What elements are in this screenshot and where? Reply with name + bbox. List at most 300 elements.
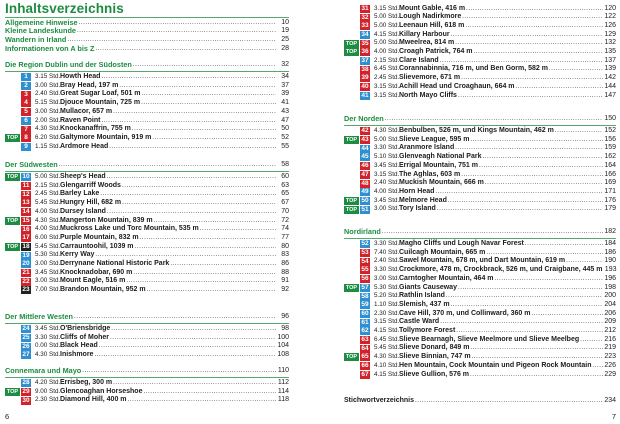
top-badge-slot — [344, 145, 359, 153]
toc-entry[interactable] — [344, 162, 616, 171]
tour-title: Magho Cliffs und Lough Navar Forest — [399, 240, 524, 247]
leader-dots — [143, 388, 276, 397]
toc-entry[interactable] — [5, 388, 289, 397]
top-badge-slot — [344, 136, 359, 144]
tour-title: Slieve Bearnagh, Slieve Meelmore und Slieve Meelbeg — [399, 335, 580, 343]
tour-page: 104 — [277, 342, 289, 350]
intro-title: Kleine Landeskunde — [5, 26, 76, 36]
tour-duration: 4.15 Std. — [374, 30, 400, 38]
top-badge-slot — [344, 40, 359, 48]
tour-duration: 2.30 Std. — [35, 396, 61, 404]
section-rule — [344, 238, 616, 239]
tour-number-badge: 3 — [21, 91, 31, 99]
leader-dots — [462, 13, 603, 22]
tour-page: 47 — [281, 116, 289, 124]
tour-number-badge: 25 — [22, 334, 30, 342]
intro-rule — [5, 17, 289, 18]
top-badge-slot — [344, 188, 359, 196]
tour-duration: 6.45 Std. — [374, 65, 400, 73]
tour-duration: 4.30 Std. — [374, 353, 400, 361]
tour-duration: 4.30 Std. — [35, 216, 61, 224]
tour-number-badge: 56 — [361, 275, 369, 283]
toc-entry[interactable] — [5, 269, 289, 278]
leader-dots — [458, 92, 603, 101]
tour-duration: 3.45 Std. — [35, 325, 61, 332]
tour-page: 129 — [604, 30, 616, 38]
tour-page: 65 — [281, 190, 289, 198]
top-badge-slot — [344, 162, 359, 170]
top-badge-slot — [344, 66, 359, 74]
tour-duration: 1.15 Std. — [35, 142, 61, 150]
tour-page: 206 — [604, 309, 616, 317]
toc-entry[interactable] — [5, 342, 289, 351]
top-badge: TOP — [345, 206, 358, 213]
tour-page: 176 — [604, 196, 616, 204]
leader-dots — [99, 342, 276, 351]
tour-number-badge: 15 — [22, 216, 30, 224]
tour-page: 226 — [604, 361, 616, 369]
toc-entry[interactable] — [5, 396, 289, 405]
tour-page: 114 — [277, 387, 289, 395]
toc-entry[interactable] — [344, 197, 616, 206]
tour-title: Lough Nadirkmore — [399, 13, 462, 21]
top-badge-slot — [5, 269, 20, 277]
tour-page: 190 — [604, 257, 616, 265]
tour-number-badge: 19 — [22, 251, 30, 259]
top-badge-slot — [5, 73, 20, 81]
toc-entry[interactable] — [344, 292, 616, 301]
toc-entry[interactable] — [344, 266, 616, 275]
tour-page: 86 — [281, 260, 289, 267]
toc-entry[interactable] — [344, 301, 616, 310]
section-page: 96 — [281, 313, 289, 320]
leader-dots — [128, 396, 276, 405]
toc-entry[interactable] — [5, 234, 289, 243]
leader-dots — [126, 277, 276, 286]
toc-entry[interactable] — [344, 74, 616, 83]
top-badge-slot — [5, 217, 20, 225]
top-badge-slot — [5, 108, 20, 116]
tour-duration: 6.20 Std. — [35, 133, 61, 141]
tour-page: 112 — [277, 379, 289, 386]
tour-page: 83 — [281, 251, 289, 259]
section-title: Der Norden — [344, 114, 384, 123]
toc-entry[interactable] — [5, 108, 289, 117]
leader-dots — [593, 362, 604, 371]
leader-dots — [111, 325, 276, 334]
toc-entry[interactable] — [344, 57, 616, 66]
top-badge-slot — [344, 14, 359, 22]
top-badge-slot — [344, 83, 359, 91]
tour-page: 39 — [281, 90, 289, 98]
toc-entry[interactable] — [344, 5, 616, 14]
intro-page: 28 — [281, 44, 289, 52]
leader-dots — [456, 327, 603, 336]
tour-title: Cuilcagh Mountain, 665 m — [399, 248, 486, 256]
tour-title: Hen Mountain, Cock Mountain und Pigeon Rock Mountain — [399, 361, 592, 369]
top-badge-slot — [344, 153, 359, 161]
tour-duration: 2.40 Std. — [374, 257, 400, 265]
toc-entry[interactable] — [344, 318, 616, 327]
tour-number-badge: 12 — [22, 190, 30, 198]
tour-number-badge: 31 — [361, 4, 369, 12]
section-heading[interactable] — [344, 115, 616, 124]
tour-page: 132 — [604, 39, 616, 47]
section-heading[interactable] — [5, 367, 289, 376]
toc-entry[interactable] — [5, 82, 289, 91]
tour-title: Howth Head — [60, 73, 101, 80]
tour-title: Hungry Hill, 682 m — [60, 199, 122, 207]
tour-title: Dursey Island — [60, 207, 106, 215]
tour-duration: 3.00 Std. — [35, 277, 61, 285]
toc-entry[interactable] — [5, 243, 289, 252]
section-title: Nordirland — [344, 227, 381, 236]
toc-entry[interactable] — [344, 362, 616, 371]
toc-entry[interactable] — [344, 275, 616, 284]
top-badge: TOP — [345, 49, 358, 56]
toc-entry[interactable] — [5, 208, 289, 217]
tour-title: Bray Head, 197 m — [60, 81, 119, 89]
toc-entry[interactable] — [344, 13, 616, 22]
tour-page: 179 — [604, 205, 616, 213]
tour-number-badge: 4 — [21, 99, 31, 107]
top-badge: TOP — [345, 197, 358, 204]
tour-duration: 3.00 Std. — [35, 81, 61, 89]
tour-number-badge: 30 — [22, 396, 30, 404]
tour-title: Slieve Donard, 849 m — [399, 344, 470, 352]
tour-page: 52 — [281, 133, 289, 141]
toc-entry[interactable] — [344, 371, 616, 380]
tour-page: 204 — [604, 300, 616, 308]
tour-title: Slieve League, 595 m — [399, 135, 470, 143]
tour-page: 34 — [281, 73, 289, 80]
toc-entry[interactable] — [344, 205, 616, 214]
top-badge: TOP — [6, 389, 19, 396]
top-badge-slot — [5, 143, 20, 151]
tour-number-badge: 35 — [361, 39, 369, 47]
tour-number-badge: 27 — [22, 351, 30, 359]
tour-duration: 5.00 Std. — [374, 39, 400, 47]
tour-title: Ardmore Head — [60, 142, 109, 150]
leader-dots — [79, 19, 276, 28]
page-number-right: 7 — [611, 412, 616, 421]
tour-number-badge: 64 — [361, 344, 369, 352]
toc-entry[interactable] — [344, 327, 616, 336]
toc-entry[interactable] — [344, 153, 616, 162]
section-rule — [5, 71, 289, 72]
section-heading[interactable] — [5, 161, 289, 170]
toc-entry[interactable] — [344, 257, 616, 266]
tour-number-badge: 34 — [361, 30, 369, 38]
tour-title: Mangerton Mountain, 839 m — [60, 216, 153, 224]
leader-dots — [133, 269, 276, 278]
toc-entry[interactable] — [5, 277, 289, 286]
top-badge-slot — [344, 284, 359, 292]
tour-number-badge: 7 — [21, 126, 31, 134]
tour-duration: 5.00 Std. — [35, 173, 61, 180]
tour-number-badge: 47 — [361, 170, 369, 178]
tour-number-badge: 49 — [361, 188, 369, 196]
leader-dots — [446, 292, 603, 301]
tour-number-badge: 5 — [21, 108, 31, 116]
tour-title: Galtymore Mountain, 919 m — [60, 133, 152, 141]
toc-entry[interactable] — [5, 225, 289, 234]
section-page: 150 — [604, 115, 616, 122]
tour-page: 137 — [604, 56, 616, 64]
tour-title: Slieve Gullion, 576 m — [399, 370, 470, 378]
tour-number-badge: 65 — [361, 353, 369, 361]
tour-page: 212 — [604, 327, 616, 334]
tour-title: Muckish Mountain, 666 m — [399, 179, 484, 187]
tour-duration: 3.00 Std. — [374, 274, 400, 282]
tour-number-badge: 21 — [22, 269, 30, 277]
toc-entry[interactable] — [5, 251, 289, 260]
toc-entry[interactable] — [344, 284, 616, 293]
tour-number-badge: 29 — [22, 388, 30, 396]
toc-entry[interactable] — [5, 143, 289, 152]
tour-number-badge: 9 — [21, 143, 31, 151]
tour-duration: 2.30 Std. — [374, 309, 400, 317]
intro-page: 25 — [281, 35, 289, 43]
toc-entry[interactable] — [5, 217, 289, 226]
tour-title: Carrauntoohil, 1039 m — [60, 242, 134, 250]
tour-duration: 3.15 Std. — [374, 91, 400, 99]
tour-duration: 6.00 Std. — [35, 233, 61, 241]
toc-entry[interactable] — [5, 173, 289, 182]
leader-dots — [461, 74, 603, 83]
leader-dots — [95, 251, 276, 260]
toc-entry[interactable] — [344, 92, 616, 101]
tour-duration: 3.30 Std. — [374, 240, 400, 247]
tour-page: 223 — [604, 353, 616, 361]
leader-dots — [200, 225, 276, 234]
tour-page: 120 — [604, 4, 616, 12]
tour-title: Tory Island — [399, 205, 436, 213]
toc-entry[interactable] — [344, 48, 616, 57]
tour-page: 198 — [604, 283, 616, 291]
tour-page: 171 — [604, 187, 616, 195]
top-badge-slot — [5, 252, 20, 260]
top-badge-slot — [344, 266, 359, 274]
tour-number-badge: 10 — [22, 173, 30, 181]
tour-duration: 3.45 Std. — [374, 196, 400, 204]
tour-duration: 5.45 Std. — [374, 344, 400, 352]
leader-dots — [486, 249, 603, 258]
toc-entry[interactable] — [344, 22, 616, 31]
top-badge-slot — [5, 351, 20, 359]
toc-entry[interactable] — [5, 117, 289, 126]
toc-entry[interactable] — [344, 336, 616, 345]
top-badge: TOP — [345, 137, 358, 144]
section-heading[interactable] — [5, 61, 289, 70]
toc-entry[interactable] — [5, 379, 289, 388]
tour-number-badge: 38 — [361, 65, 369, 73]
toc-entry[interactable] — [5, 351, 289, 360]
tour-page: 55 — [281, 142, 289, 150]
page-number-left: 6 — [5, 412, 10, 421]
tour-duration: 4.10 Std. — [374, 361, 400, 369]
tour-page: 67 — [281, 199, 289, 207]
tour-title: Inishmore — [60, 351, 94, 359]
tour-number-badge: 13 — [22, 199, 30, 207]
toc-entry[interactable] — [344, 144, 616, 153]
toc-entry[interactable] — [5, 260, 289, 269]
top-badge-slot — [344, 31, 359, 39]
tour-number-badge: 18 — [22, 242, 30, 250]
leader-dots — [147, 286, 276, 295]
tour-number-badge: 41 — [361, 91, 369, 99]
leader-dots — [415, 397, 603, 406]
toc-entry[interactable] — [5, 90, 289, 99]
top-badge-slot — [5, 99, 20, 107]
tour-page: 169 — [604, 179, 616, 187]
toc-entry[interactable] — [5, 134, 289, 143]
toc-entry[interactable] — [5, 286, 289, 295]
intro-page: 19 — [281, 27, 289, 35]
top-badge-slot — [344, 310, 359, 318]
section-title: Der Mittlere Westen — [5, 312, 73, 321]
tour-page: 63 — [281, 181, 289, 189]
top-badge-slot — [344, 57, 359, 65]
leader-dots — [479, 162, 603, 171]
top-badge-slot — [344, 5, 359, 13]
toc-entry[interactable] — [344, 136, 616, 145]
tour-number-badge: 16 — [22, 225, 30, 233]
toc-entry[interactable] — [5, 190, 289, 199]
tour-page: 216 — [604, 335, 616, 343]
toc-entry[interactable] — [344, 127, 616, 136]
tour-duration: 3.00 Std. — [35, 107, 61, 115]
toc-entry[interactable] — [344, 83, 616, 92]
leader-dots — [466, 5, 603, 14]
toc-entry[interactable] — [344, 65, 616, 74]
leader-dots — [385, 115, 603, 124]
index-link[interactable] — [344, 397, 616, 406]
leader-dots — [451, 31, 603, 40]
toc-entry[interactable] — [5, 73, 289, 82]
section-heading[interactable] — [5, 313, 289, 322]
tour-page: 196 — [604, 274, 616, 282]
tour-duration: 7.00 Std. — [35, 286, 61, 294]
tour-number-badge: 52 — [361, 240, 369, 248]
intro-title: Wandern in Irland — [5, 34, 67, 44]
tour-duration: 5.30 Std. — [374, 283, 400, 291]
leader-dots — [107, 173, 276, 182]
tour-duration: 4.00 Std. — [374, 187, 400, 195]
tour-page: 209 — [604, 318, 616, 326]
tour-number-badge: 11 — [22, 182, 30, 190]
top-badge-slot — [5, 325, 20, 333]
tour-number-badge: 50 — [361, 196, 369, 204]
tour-page: 159 — [604, 144, 616, 152]
tour-duration: 5.10 Std. — [374, 153, 400, 161]
tour-page: 100 — [277, 333, 289, 341]
tour-number-badge: 62 — [361, 327, 369, 335]
tour-duration: 9.00 Std. — [35, 387, 61, 395]
tour-page: 152 — [604, 127, 616, 134]
toc-entry[interactable] — [344, 188, 616, 197]
tour-number-badge: 60 — [361, 309, 369, 317]
tour-title: Slemish, 437 m — [399, 300, 450, 308]
tour-page: 166 — [604, 170, 616, 178]
leader-dots — [495, 275, 603, 284]
tour-duration: 2.45 Std. — [374, 74, 400, 82]
tour-duration: 3.45 Std. — [35, 268, 61, 276]
tour-duration: 1.10 Std. — [374, 300, 400, 308]
tour-duration: 3.15 Std. — [374, 82, 400, 90]
intro-title: Allgemeine Hinweise — [5, 17, 78, 27]
intro-link[interactable] — [5, 45, 289, 54]
leader-dots — [142, 90, 276, 99]
tour-duration: 3.00 Std. — [35, 260, 61, 267]
leader-dots — [440, 57, 603, 66]
toc-entry[interactable] — [5, 325, 289, 334]
tour-title: Djouce Mountain, 725 m — [60, 99, 141, 107]
tour-number-badge: 66 — [361, 362, 369, 370]
tour-title: Killary Harbour — [399, 30, 450, 38]
top-badge-slot — [344, 371, 359, 379]
toc-entry[interactable] — [5, 334, 289, 343]
leader-dots — [135, 243, 276, 252]
tour-duration: 3.15 Std. — [35, 73, 61, 80]
toc-entry[interactable] — [344, 39, 616, 48]
leader-dots — [455, 144, 603, 153]
tour-title: Glenveagh National Park — [399, 153, 482, 161]
toc-entry[interactable] — [5, 199, 289, 208]
tour-title: Rathlin Island — [399, 292, 445, 300]
toc-entry[interactable] — [344, 240, 616, 249]
tour-title: Cliffs of Moher — [60, 333, 109, 341]
toc-entry[interactable] — [344, 179, 616, 188]
tour-title: Mount Gable, 416 m — [399, 4, 466, 12]
leader-dots — [170, 260, 276, 269]
tour-number-badge: 14 — [22, 208, 30, 216]
toc-entry[interactable] — [344, 31, 616, 40]
toc-entry[interactable] — [344, 249, 616, 258]
toc-entry[interactable] — [5, 99, 289, 108]
top-badge-slot — [344, 319, 359, 327]
tour-duration: 5.00 Std. — [374, 21, 400, 29]
tour-title: Carntogher Mountain, 464 m — [399, 274, 494, 282]
toc-entry[interactable] — [344, 353, 616, 362]
tour-duration: 4.15 Std. — [374, 370, 400, 378]
tour-title: Purple Mountain, 832 m — [60, 233, 139, 241]
top-badge: TOP — [6, 174, 19, 181]
toc-entry[interactable] — [344, 171, 616, 180]
tour-title: Croagh Patrick, 764 m — [399, 48, 473, 55]
tour-number-badge: 43 — [361, 136, 369, 144]
toc-entry[interactable] — [344, 310, 616, 319]
tour-number-badge: 57 — [361, 283, 369, 291]
section-page: 110 — [277, 367, 289, 374]
section-heading[interactable] — [344, 228, 616, 237]
top-badge-slot — [344, 353, 359, 361]
tour-page: 186 — [604, 248, 616, 256]
tour-duration: 3.00 Std. — [374, 205, 400, 213]
tour-title: Brandon Mountain, 952 m — [60, 286, 146, 294]
top-badge-slot — [5, 226, 20, 234]
tour-title: Achill Head und Croaghaun, 664 m — [399, 82, 515, 90]
tour-title: Tollymore Forest — [399, 327, 456, 334]
section-title: Die Region Dublin und der Südosten — [5, 60, 132, 69]
top-badge-slot — [344, 197, 359, 205]
tour-duration: 2.15 Std. — [35, 181, 61, 189]
tour-page: 98 — [281, 325, 289, 332]
toc-entry[interactable] — [5, 125, 289, 134]
toc-entry[interactable] — [344, 344, 616, 353]
leader-dots — [566, 257, 603, 266]
toc-entry[interactable] — [5, 182, 289, 191]
